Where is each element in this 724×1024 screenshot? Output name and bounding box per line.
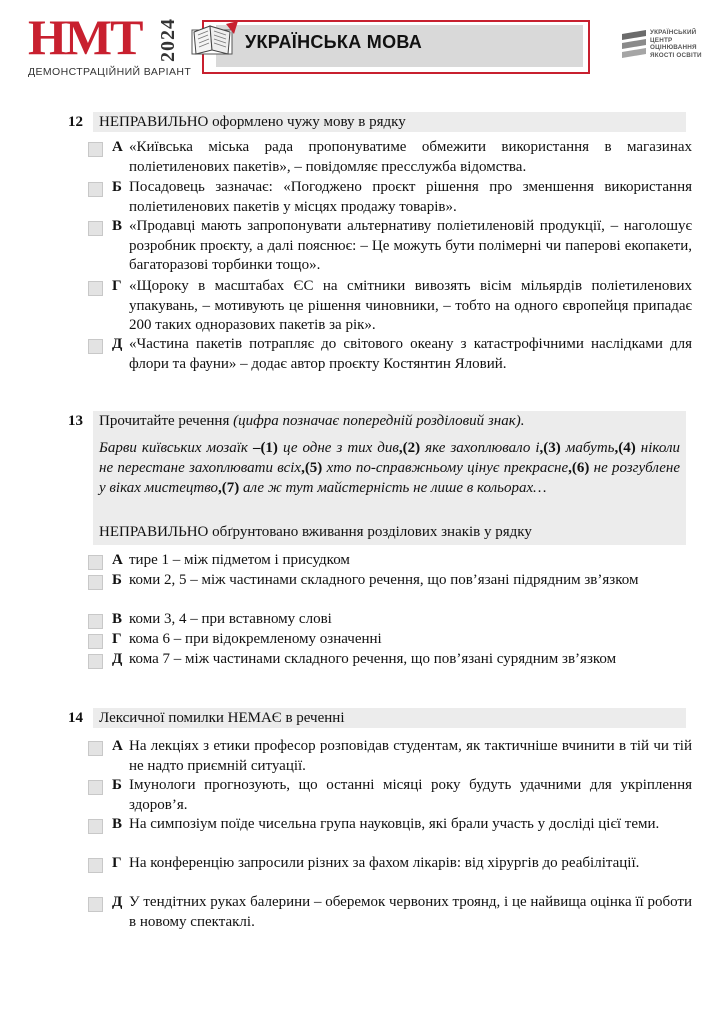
question-number: 13 <box>68 413 83 429</box>
punctuation-marker: ,(7) <box>218 479 240 496</box>
answer-checkbox[interactable] <box>88 654 103 669</box>
option-letter: В <box>112 611 123 627</box>
option-text: «Київська міська рада пропонуватиме обмежити використання в магазинах поліетиленових пакетів», – повідомляє пресслужба відомства. <box>129 139 692 175</box>
passage-text: ніколи не перестане захоплювати всіх <box>99 440 680 476</box>
punctuation-marker: ,(2) <box>398 440 421 456</box>
question-prompt: НЕПРАВИЛЬНО оформлено чужу мову в рядку <box>93 112 686 132</box>
logo-text: НМТ <box>28 9 142 65</box>
answer-checkbox[interactable] <box>88 221 103 236</box>
option-letter: Б <box>112 179 122 195</box>
option-text: Посадовець зазначає: «Погоджено проєкт рішення про зменшення використання поліетиленових пакетів у місцях продажу товарів». <box>129 179 692 215</box>
answer-checkbox[interactable] <box>88 281 103 296</box>
option-text: У тендітних руках балерини – оберемок червоних троянд, і це найвища оцінка її роботи в новому спектаклі. <box>129 894 692 930</box>
answer-checkbox[interactable] <box>88 339 103 354</box>
option-letter: А <box>112 552 123 568</box>
option-text: коми 2, 5 – між частинами складного речення, що пов’язані підрядним зв’язком <box>129 572 639 588</box>
option-letter: Б <box>112 572 122 588</box>
option-letter: А <box>112 738 123 754</box>
punctuation-marker: ,(4) <box>614 440 636 456</box>
prompt-note: (цифра позначає попередній розділовий знак). <box>233 413 525 429</box>
answer-checkbox[interactable] <box>88 634 103 649</box>
answer-checkbox[interactable] <box>88 780 103 795</box>
logo-year: 2024 <box>157 18 179 62</box>
option-letter: В <box>112 816 123 832</box>
option-letter: Д <box>112 336 123 352</box>
option-letter: Д <box>112 651 123 667</box>
answer-checkbox[interactable] <box>88 142 103 157</box>
question-number: 12 <box>68 114 83 130</box>
answer-checkbox[interactable] <box>88 614 103 629</box>
subject-title: УКРАЇНСЬКА МОВА <box>245 32 423 52</box>
option-text: Імунологи прогнозують, що останні місяці року будуть удачними для укріплення здоров’я. <box>129 777 692 813</box>
option-text: тире 1 – між підметом і присудком <box>129 552 350 568</box>
question-prompt: Прочитайте речення (цифра позначає попередній розділовий знак). <box>93 411 686 433</box>
option-letter: Г <box>112 631 122 647</box>
option-text: На лекціях з етики професор розповідав студентам, як тактичніше вчинити в тій чи тій не надто приємній ситуації. <box>129 738 692 774</box>
open-book-icon <box>186 20 242 58</box>
question-subprompt: НЕПРАВИЛЬНО обґрунтовано вживання розділових знаків у рядку <box>93 519 686 545</box>
option-letter: Б <box>112 777 122 793</box>
option-text: На симпозіум поїде чисельна група науковців, які брали участь у досліді цієї теми. <box>129 816 660 832</box>
passage-text: мабуть <box>560 440 615 456</box>
nmt-logo <box>28 9 192 82</box>
punctuation-marker: ,(3) <box>539 440 561 456</box>
option-text: На конференцію запросили різних за фахом лікарів: від хірургів до реабілітації. <box>129 855 640 871</box>
option-letter: Д <box>112 894 123 910</box>
punctuation-marker: ,(5) <box>301 459 323 476</box>
passage-text: не розгублене у віках мистецтво <box>99 459 680 496</box>
option-text: «Щороку в масштабах ЄС на смітники вивозять вісім мільярдів поліетиленових упакувань, – мотивують це рішення чиновники, – тобто на одного європейця припадає 200 таких одноразових пакетів за рік». <box>129 278 692 333</box>
option-text: «Частина пакетів потрапляє до світового океану з катастрофічними наслідками для флори та фауни» – додає автор проєкту Костянтин Яловий. <box>129 336 692 372</box>
punctuation-marker: ,(6) <box>568 459 590 476</box>
option-letter: Г <box>112 855 122 871</box>
sentence-passage <box>93 433 686 519</box>
answer-checkbox[interactable] <box>88 741 103 756</box>
option-text: кома 6 – при відокремленому означенні <box>129 631 382 647</box>
passage-text: Барви київських мозаїк <box>99 440 253 456</box>
page-header <box>0 0 724 95</box>
passage-text: яке захоплювало і <box>420 440 540 456</box>
ucoz-logo <box>620 28 720 64</box>
question-prompt: Лексичної помилки НЕМАЄ в реченні <box>93 708 686 728</box>
answer-checkbox[interactable] <box>88 819 103 834</box>
ucoz-name: УКРАЇНСЬКИЙ ЦЕНТР ОЦІНЮВАННЯ ЯКОСТІ ОСВІТИ <box>650 29 702 59</box>
passage-text: це одне з тих див <box>277 440 399 456</box>
option-letter: В <box>112 218 123 234</box>
logo-subtitle: ДЕМОНСТРАЦІЙНИЙ ВАРІАНТ <box>28 66 192 78</box>
answer-checkbox[interactable] <box>88 575 103 590</box>
passage-text: хто по-справжньому цінує прекрасне <box>322 459 569 476</box>
option-text: «Продавці мають запропонувати альтернативу поліетиленовій продукції, – наголошує розробник проєкту, а далі пояснює: – Це можуть бути полімерні чи паперові екопакети, багаторазові торбинки тощо». <box>129 218 692 273</box>
option-letter: А <box>112 139 123 155</box>
question-number: 14 <box>68 710 83 726</box>
answer-checkbox[interactable] <box>88 897 103 912</box>
option-letter: Г <box>112 278 122 294</box>
passage-text: але ж тут майстерність не лише в кольорах… <box>239 479 547 496</box>
punctuation-marker: –(1) <box>252 440 278 456</box>
answer-checkbox[interactable] <box>88 182 103 197</box>
answer-checkbox[interactable] <box>88 555 103 570</box>
option-text: кома 7 – між частинами складного речення, що пов’язані сурядним зв’язком <box>129 651 617 667</box>
ucoz-emblem-icon <box>620 28 648 62</box>
answer-checkbox[interactable] <box>88 858 103 873</box>
option-text: коми 3, 4 – при вставному слові <box>129 611 332 627</box>
